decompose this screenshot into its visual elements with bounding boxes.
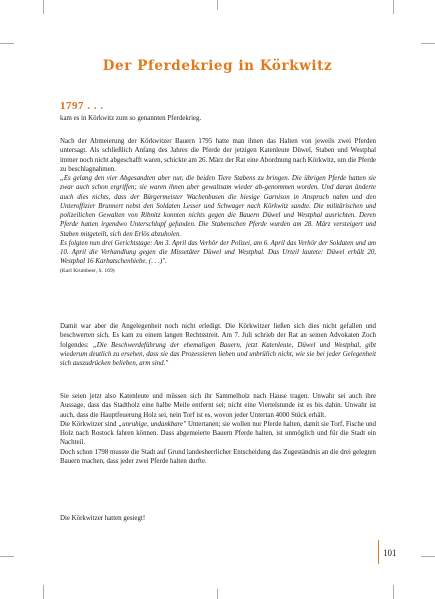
paragraph-1: Nach der Abmeierung der Körkwitzer Bauern 1795 hatte man ihnen das Halten von jeweils zwei Pferden untersagt. Als schließlich Anfang des Jahres die Pferde der jetzigen Katenleute Düwel, Staben und Westphal immer noch nicht abgeschafft waren, schickte am 26. März der Rat eine Abordnung nach Körkwitz, um die Pferde zu beschlagnahmen. [60,138,376,173]
crop-mark-top-left-v [43,0,44,14]
paragraph-4-start: Die Körkwitzer sind [60,420,119,428]
quote-2: Es folgten nun drei Gerichtstage: Am 3. April das Verhör der Polizei, am 6. April das Verhör der Soldaten und am 10. April die Verhandlung gegen die Missetäter Düwel und Westphal. Das Urteil lautete: Düwel erhält 20, Westphal 16 Karbatschenhiebe. (. . .)". [60,239,376,266]
paragraph-2-quote: „Die Beschwerdeführung der ehemaligen Bauern, jetzt Katenleute, Düwel und Westphal, gibt wiederum deutlich zu ersehen, dass sie das Prozessieren lieben und unbrülich nicht, wie sie bei jeder Gelegenheit sich auszudrücken belieben, arm sind." [60,341,376,367]
paragraph-2 [60,322,376,368]
crop-mark-bottom-right-h [421,556,435,557]
body-block-5 [60,514,376,523]
crop-mark-top-left-h [0,43,14,44]
page-number: 101 [383,548,397,558]
crop-mark-top-mid-v [217,0,218,10]
crop-mark-bottom-right-v [393,585,394,599]
closing-line: Die Körkwitzer hatten gesiegt! [60,515,146,522]
paragraph-4-end: Untertanen; sie wollen nur Pferde halten, damit sie Torf, Fische und Holz nach Rostock fahren können. Dass abgemeierte Bauern Pferde halten, ist unmöglich und für die Stadt ein Nachteil. [60,420,376,447]
body-block-2 [60,137,376,275]
paragraph-4 [60,420,376,448]
quote-1: „Es gelang den vier Abgesandten aber nur, die beiden Tiere Stabens zu bringen. Die übrigen Pferde hatten sie zwar auch schon ergriffen; sie waren ihnen aber gewaltsam wieder ab-genommen worden. Und daran änderte auch dies nichts, dass der Bürgermeister Wachenbusen die hiesige Garnison in Anspruch nahm und den Unteroffizier Brunnert nebst den Soldaten Lesser und Schwager nach Körkwitz sandte. Die militärischen und polizeilichen Gewalten von Ribnitz konnten nichts gegen die Bauern Düwel und Westphal ausrichten. Deren Pferde hatten irgendwo Unterschlupf gefunden. Die Stabenschen Pferde wurden am 28. März versteigert und Staben mitgeteilt, sich den Erlös abzuholen. [60,175,376,238]
paragraph-2-text: Damit war aber die Angelegenheit noch nicht erledigt. Die Körkwitzer ließen sich dies nicht gefallen und beschwerten sich. Es kam zu einem langen Rechtsstreit. Am 7. Juli schrieb der Rat an seinen Advokaten Zoch folgendes: [60,323,376,349]
body-block-4 [60,392,376,466]
crop-mark-bottom-mid-v [217,589,218,599]
source-citation: (Karl Krumbeer, S. 169) [60,267,115,274]
page-number-rule [378,540,379,564]
crop-mark-bottom-left-v [43,585,44,599]
page-title: Der Pferdekrieg in Körkwitz [102,58,333,74]
year-heading: 1797 . . . [60,100,104,112]
crop-mark-top-right-v [393,0,394,14]
crop-mark-top-right-h [421,43,435,44]
crop-mark-bottom-left-h [0,556,14,557]
intro-line: kam es in Körkwitz zum so genannten Pferdekrieg. [60,115,202,122]
paragraph-4-quote: „unruhige, undankbare" [118,420,187,428]
paragraph-3: Sie seien jetzt also Katenleute und müssen sich ihr Sammelholz nach Hause tragen. Unwahr sei auch ihre Aussage, dass das Stadtholz eine halbe Meile entfernt sei; nicht eine Viertelstunde ist es bis dahin. Unwahr ist auch, dass die Hauptfeuerung Holz sei, nein Torf ist es, wovon jeder Untertan 4000 Stück erhält. [60,393,376,419]
paragraph-5: Doch schon 1798 musste die Stadt auf Grund landesherrlicher Entscheidung das Zugeständnis an die drei gelegten Bauern machen, dass jeder zwei Pferde halten durfte. [60,448,376,465]
body-block-3 [60,322,376,368]
body-block-1 [60,114,376,123]
